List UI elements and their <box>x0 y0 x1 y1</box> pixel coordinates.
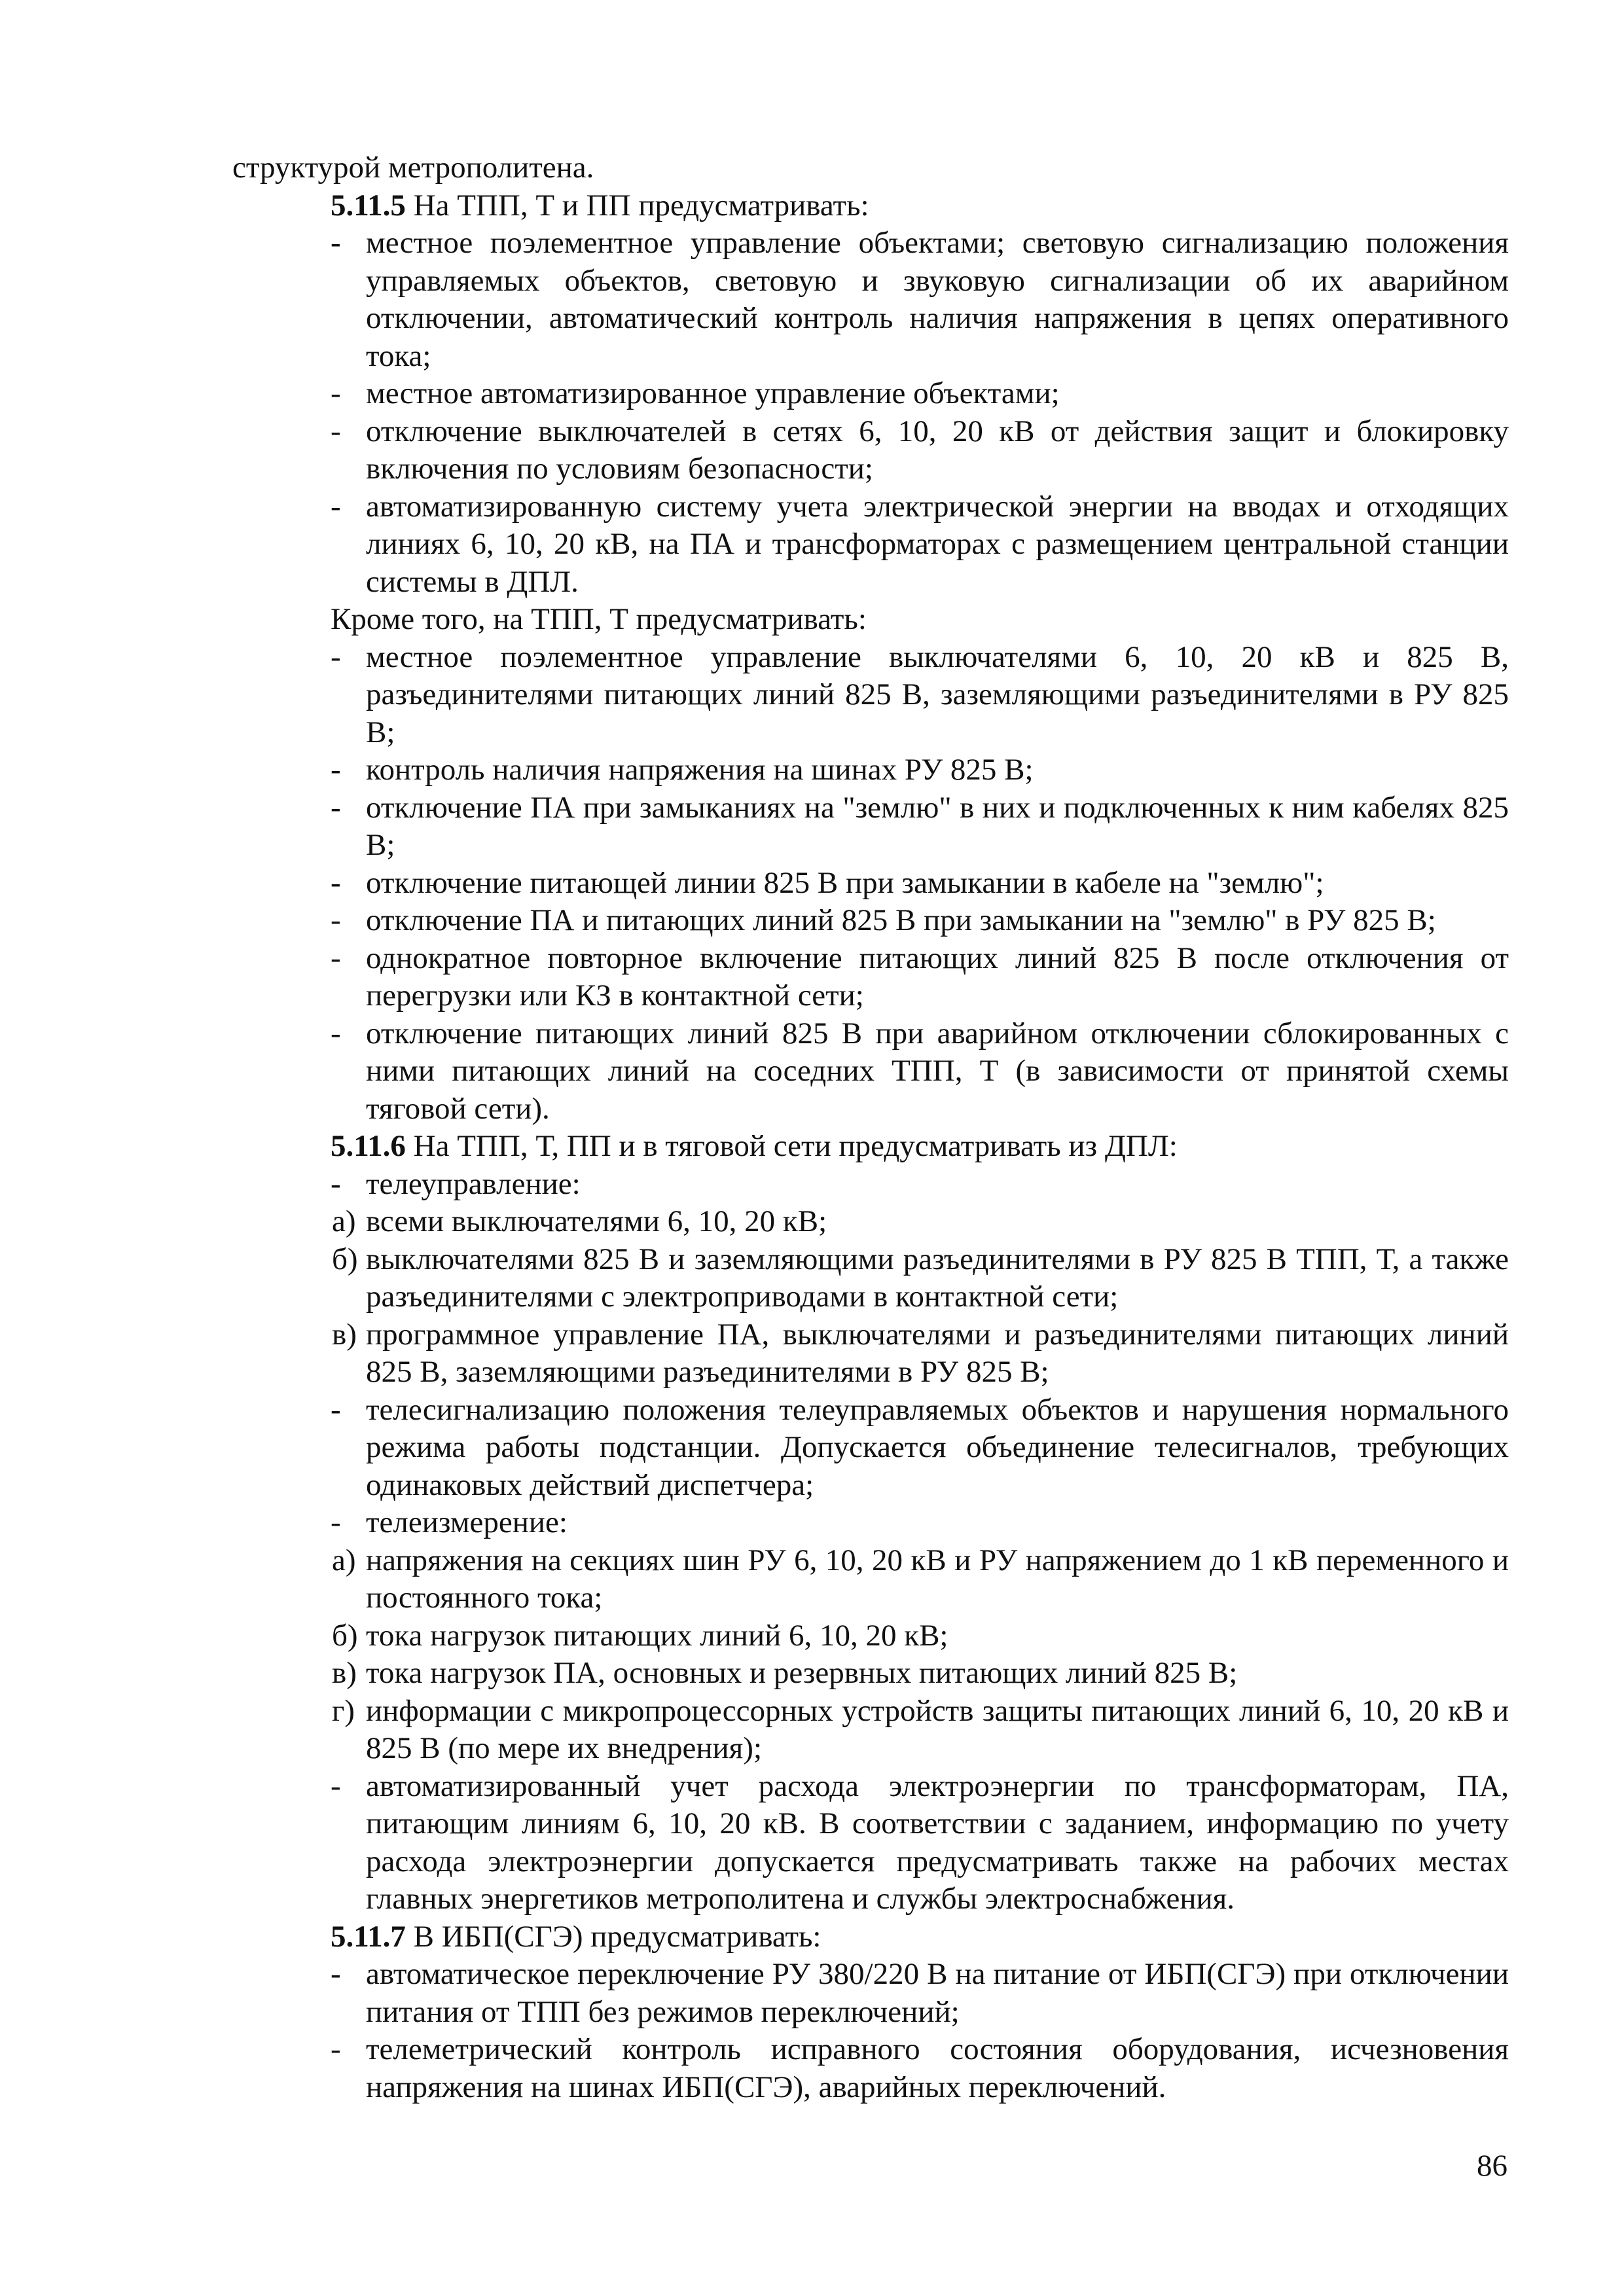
lettered-item <box>232 1316 1509 1391</box>
dash-marker: - <box>331 1392 341 1427</box>
lettered-item-text: тока нагрузок питающих линий 6, 10, 20 кВ; <box>366 1618 948 1653</box>
dash-marker: - <box>331 865 341 900</box>
dash-marker: - <box>331 1505 341 1539</box>
list-item-text: отключение выключателей в сетях 6, 10, 20 кВ от действия защит и блокировку включения по условиям безопасности; <box>366 414 1509 486</box>
list-item <box>232 902 1509 940</box>
lettered-item-text: напряжения на секциях шин РУ 6, 10, 20 кВ и РУ напряжением до 1 кВ переменного и постоянного тока; <box>366 1543 1509 1615</box>
dash-marker: - <box>331 1768 341 1803</box>
list-item <box>232 639 1509 752</box>
list-item <box>232 413 1509 488</box>
dash-marker: - <box>331 1016 341 1050</box>
list-item-text: отключение питающих линий 825 В при аварийном отключении сблокированных с ними питающих линий на соседних ТПП, Т (в зависимости от принятой схемы тяговой сети). <box>366 1016 1509 1126</box>
section-title: На ТПП, Т, ПП и в тяговой сети предусматривать из ДПЛ: <box>405 1129 1178 1163</box>
dash-marker: - <box>331 1166 341 1201</box>
letter-marker: б) <box>332 1242 358 1276</box>
list-item <box>232 2031 1509 2106</box>
list-item-text: телеизмерение: <box>366 1505 568 1539</box>
dash-marker: - <box>331 941 341 975</box>
dash-marker: - <box>331 414 341 448</box>
dash-marker: - <box>331 753 341 787</box>
list-item-text: местное поэлементное управление выключателями 6, 10, 20 кВ и 825 В, разъединителями питающих линий 825 В, заземляющими разъединителями в РУ 825 В; <box>366 639 1509 749</box>
letter-marker: а) <box>332 1543 356 1577</box>
list-item-text: отключение ПА при замыканиях на "землю" в них и подключенных к ним кабелях 825 В; <box>366 790 1509 862</box>
letter-marker: г) <box>332 1693 355 1728</box>
letter-marker: б) <box>332 1618 358 1653</box>
list-item-text: автоматизированную систему учета электрической энергии на вводах и отходящих линиях 6, 10, 20 кВ, на ПА и трансформаторах с размещением центральной станции системы в ДПЛ. <box>366 489 1509 599</box>
list-item-text: однократное повторное включение питающих линий 825 В после отключения от перегрузки или КЗ в контактной сети; <box>366 941 1509 1013</box>
lettered-item-text: программное управление ПА, выключателями и разъединителями питающих линий 825 В, заземляющими разъединителями в РУ 825 В; <box>366 1317 1509 1389</box>
lettered-item <box>232 1542 1509 1617</box>
letter-marker: в) <box>332 1317 357 1352</box>
lettered-item <box>232 1655 1509 1693</box>
list-item <box>232 1768 1509 1918</box>
list-item <box>232 1015 1509 1128</box>
list-item-text: автоматическое переключение РУ 380/220 В на питание от ИБП(СГЭ) при отключении питания от ТПП без режимов переключений; <box>366 1957 1509 2029</box>
dash-marker: - <box>331 903 341 937</box>
dash-marker: - <box>331 376 341 410</box>
lettered-item-text: всеми выключателями 6, 10, 20 кВ; <box>366 1204 827 1238</box>
list-item <box>232 1391 1509 1505</box>
lettered-item <box>232 1241 1509 1316</box>
section-5-11-5-heading <box>232 187 1509 225</box>
dash-marker: - <box>331 2032 341 2066</box>
list-item <box>232 1956 1509 2031</box>
list-item <box>232 488 1509 601</box>
list-item-text: автоматизированный учет расхода электроэнергии по трансформаторам, ПА, питающим линиям 6, 10, 20 кВ. В соответствии с заданием, информацию по учету расхода электроэнергии допускается предусматривать также на рабочих местах главных энергетиков метрополитена и службы электроснабжения. <box>366 1768 1509 1916</box>
list-item <box>232 1504 1509 1542</box>
document-page <box>232 149 1509 2106</box>
dash-marker: - <box>331 1957 341 1991</box>
section-5-11-6-heading <box>232 1128 1509 1166</box>
lettered-item <box>232 1203 1509 1241</box>
list-item-text: отключение ПА и питающих линий 825 В при замыкании на "землю" в РУ 825 В; <box>366 903 1436 937</box>
letter-marker: а) <box>332 1204 356 1238</box>
list-item <box>232 375 1509 413</box>
list-item <box>232 751 1509 789</box>
section-number: 5.11.7 <box>331 1919 406 1954</box>
list-item-text: местное автоматизированное управление объектами; <box>366 376 1060 410</box>
list-item <box>232 224 1509 375</box>
letter-marker: в) <box>332 1656 357 1690</box>
list-item-text: местное поэлементное управление объектами; световую сигнализацию положения управляемых объектов, световую и звуковую сигнализации об их аварийном отключении, автоматический контроль наличия напряжения в цепях оперативного тока; <box>366 226 1509 373</box>
lettered-item-text: тока нагрузок ПА, основных и резервных питающих линий 825 В; <box>366 1656 1238 1690</box>
list-item <box>232 1166 1509 1204</box>
section-title: На ТПП, Т и ПП предусматривать: <box>405 188 869 223</box>
dash-marker: - <box>331 489 341 524</box>
section-number: 5.11.5 <box>331 188 406 223</box>
also-heading: Кроме того, на ТПП, Т предусматривать: <box>331 602 867 636</box>
lettered-item-text: информации с микропроцессорных устройств защиты питающих линий 6, 10, 20 кВ и 825 В (по мере их внедрения); <box>366 1693 1509 1765</box>
lettered-item <box>232 1617 1509 1655</box>
list-item-text: телесигнализацию положения телеуправляемых объектов и нарушения нормального режима работы подстанции. Допускается объединение телесигналов, требующих одинаковых действий диспетчера; <box>366 1392 1509 1502</box>
list-item-text: контроль наличия напряжения на шинах РУ 825 В; <box>366 753 1034 787</box>
lettered-item-text: выключателями 825 В и заземляющими разъединителями в РУ 825 В ТПП, Т, а также разъединителями с электроприводами в контактной сети; <box>366 1242 1509 1314</box>
list-item <box>232 789 1509 865</box>
section-number: 5.11.6 <box>331 1129 406 1163</box>
intro-line: структурой метрополитена. <box>232 151 594 185</box>
dash-marker: - <box>331 790 341 825</box>
list-item <box>232 865 1509 903</box>
lettered-item <box>232 1693 1509 1768</box>
section-title: В ИБП(СГЭ) предусматривать: <box>405 1919 821 1954</box>
dash-marker: - <box>331 226 341 260</box>
list-item-text: телеуправление: <box>366 1166 581 1201</box>
page-number: 86 <box>1477 2149 1507 2183</box>
list-item <box>232 940 1509 1015</box>
list-item-text: отключение питающей линии 825 В при замыкании в кабеле на "землю"; <box>366 865 1324 900</box>
list-item-text: телеметрический контроль исправного состояния оборудования, исчезновения напряжения на шинах ИБП(СГЭ), аварийных переключений. <box>366 2032 1509 2104</box>
dash-marker: - <box>331 639 341 674</box>
section-5-11-7-heading <box>232 1918 1509 1956</box>
